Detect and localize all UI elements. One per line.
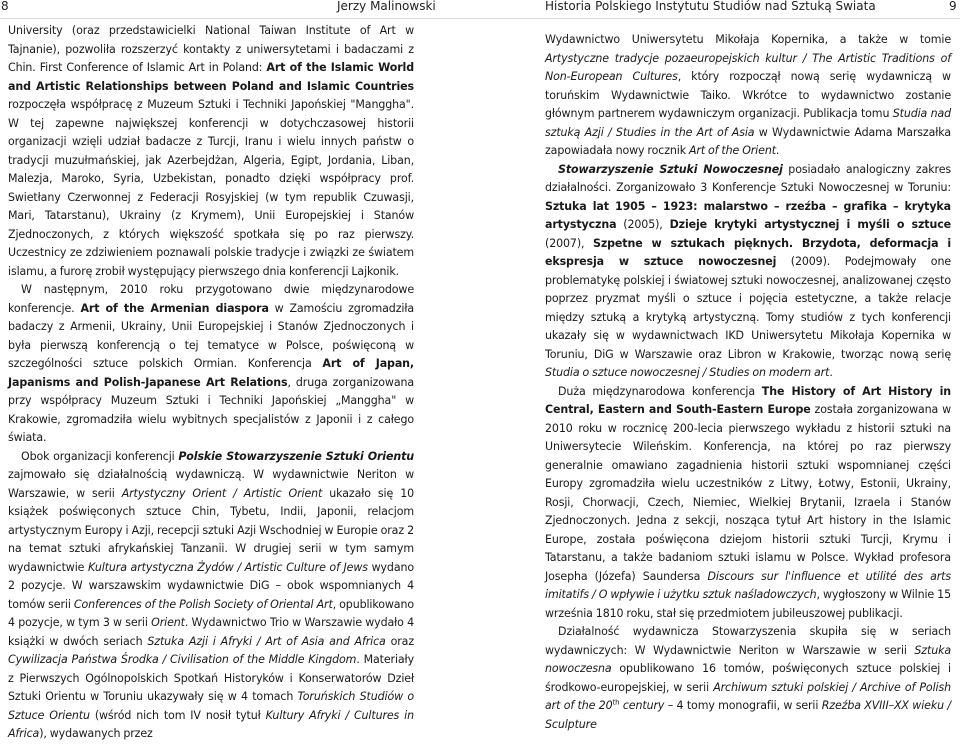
left-text-column xyxy=(8,22,414,744)
body-text: (2005), xyxy=(616,218,670,231)
running-header xyxy=(0,0,960,19)
body-text: . xyxy=(775,144,780,157)
body-text: wydano 2 pozycje. W warszawskim wydawnictwie DiG – obok wspomnianych 4 tomów serii xyxy=(8,560,414,611)
body-text: (2009). Podejmowały one problematykę polskiej i światowej sztuki nowoczesnej, analizowanej często poprzez pryzmat myśli o sztuce i pojęcia estetyczne, a także relacje między sztuką a krytyką artystyczną. Tomy studiów z tych konferencji ukazały się w wydawnictwach IKD Uniwersytetu Mikołaja Kopernika w Toruniu, DiG w Warszawie oraz Libron w Krakowie, tworząc nową serię xyxy=(545,255,951,361)
body-text: Wydawnictwo Uniwersytetu Mikołaja Kopernika, a także w tomie xyxy=(545,33,951,46)
emphasis-text: th xyxy=(612,698,620,707)
paragraph xyxy=(545,623,951,734)
body-text: . xyxy=(829,366,833,379)
emphasis-text: Kultura artystyczna Żydów / Artistic Culture of Jews xyxy=(88,560,368,574)
emphasis-text: Polskie Stowarzyszenie Sztuki Orientu xyxy=(178,449,414,463)
body-text: rozpoczęła współpracę z Muzeum Sztuki i Techniki Japońskiej "Manggha". W tej zapewne największej konferencji w dotychczasowej historii organizacji wzięli udział badacze z Turcji, Iranu i wielu innych państw o tradycji muzułmańskiej, jak Azerbejdżan, Algeria, Egipt, Jordania, Liban, Malezja, Maroko, Syria, Uzbekistan, ponadto dzięki współpracy prof. Swietłany Czerwonnej z Federacji Rosyjskiej (w tym republik Czuwasji, Mari, Tatarstanu), Ukrainy (z Krymem), Unii Europejskiej i Stanów Zjednoczonych, z których większość spotkała się po raz pierwszy. Uczestnicy ze zdziwieniem poznawali polskie tradycje i związki ze światem islamu, a furorę zrobił występujący pierwszego dnia konferencji Lajkonik. xyxy=(8,98,414,278)
paragraph xyxy=(8,448,414,744)
emphasis-text: Sztuka nowoczesna xyxy=(545,643,951,675)
body-text: opublikowano 16 tomów, poświęconych sztuce polskiej i środkowo-europejskiej, w serii xyxy=(545,662,951,694)
emphasis-text: Szpetne w sztukach pięknych. Brzydota, deformacja i ekspresja w sztuce nowoczesnej xyxy=(545,236,952,268)
body-text: ukazało się 10 książek poświęconych sztuce Chin, Tybetu, Indii, Japonii, relacjom artystycznym Europy i Azji, recepcji sztuki Azji Wschodniej w Europie oraz 2 na temat sztuki afrykańskiej Tanzanii. W drugiej serii w tym samym wydawnictwie xyxy=(8,486,415,574)
emphasis-text: Sztuka lat 1905 – 1923: malarstwo – rzeźba – grafika – krytyka artystyczna xyxy=(545,199,951,231)
body-text: , druga zorganizowana przy współpracy Muzeum Sztuki i Techniki Japońskiej „Manggha" w Krakowie, zgromadziła wielu wybitnych specjalistów z Japonii i z całego świata. xyxy=(8,375,414,444)
paragraph xyxy=(545,161,951,383)
emphasis-text: century xyxy=(619,699,665,712)
emphasis-text: Stowarzyszenie Sztuki Nowoczesnej xyxy=(558,162,783,176)
emphasis-text: Artystyczne tradycje pozaeuropejskich kultur / The Artistic Traditions of Non-European Cultures xyxy=(545,51,951,83)
emphasis-text: Studia nad sztuką Azji / Studies in the Art of Asia xyxy=(545,107,951,139)
body-text: Duża międzynarodowa konferencja xyxy=(558,384,762,398)
emphasis-text: Art of Japan, Japanisms and Polish-Japanese Art Relations xyxy=(8,357,414,389)
emphasis-text: Cywilizacja Państwa Środka / Civilisation of the Middle Kingdom xyxy=(8,653,357,666)
body-text: . Materiały z Pierwszych Ogólnopolskich Spotkań Historyków i Konserwatorów Dzieł Sztuki Orientu w Toruniu ukazywały się w 4 tomach xyxy=(8,653,414,703)
emphasis-text: Art of the Armenian diaspora xyxy=(80,301,269,315)
paragraph xyxy=(8,281,414,448)
body-text: posiadało analogiczny zakres działalności. Zorganizowało 3 Konferencje Sztuki Nowoczesnej w Toruniu: xyxy=(545,162,952,194)
right-text-column xyxy=(545,31,951,734)
body-text: Działalność wydawnicza Stowarzyszenia skupiła się w seriach wydawniczych: W Wydawnictwie Neriton w Warszawie w serii xyxy=(545,625,951,657)
body-text: W następnym, 2010 roku przygotowano dwie międzynarodowe konferencje. xyxy=(8,283,414,315)
emphasis-text: Rzeźba XVIII–XX wieku / Sculpture xyxy=(545,699,951,731)
emphasis-text: Kultury Afryki / Cultures in Africa xyxy=(8,708,414,740)
body-text: oraz xyxy=(385,634,414,648)
paragraph xyxy=(545,31,951,161)
body-text: zajmowało się działalnością wydawniczą. W wydawnictwie Neriton w Warszawie, w serii xyxy=(8,468,414,500)
emphasis-text: Studia o sztuce nowoczesnej / Studies on modern art xyxy=(545,366,830,379)
emphasis-text: Dzieje krytyki artystycznej i myśli o sztuce xyxy=(669,218,952,231)
emphasis-text: The History of Art History in Central, Eastern and South-Eastern Europe xyxy=(545,384,951,416)
body-text: . Wydawnictwo Trio w Warszawie wydało 4 książki w dwóch seriach xyxy=(8,616,414,648)
body-text: (wśród nich tom IV nosił tytuł xyxy=(89,708,266,722)
emphasis-text: Toruńskich Studiów o Sztuce Orientu xyxy=(8,690,414,722)
body-text: (2007), xyxy=(545,236,593,250)
body-text: – 4 tomy monografii, w serii xyxy=(664,699,822,712)
left-running-head: Jerzy Malinowski xyxy=(337,0,436,13)
emphasis-text: Artystyczny Orient / Artistic Orient xyxy=(121,486,323,500)
body-text: , który rozpoczął nową serię wydawniczą w toruńskim Wydawnictwie Taiko. Wkrótce to wydawnictwo zostanie głównym partnerem wydawniczym organizacji. Publikacja tomu xyxy=(545,70,951,120)
emphasis-text: Art of the Orient xyxy=(688,144,776,157)
body-text: została zorganizowana w 2010 roku w rocznicę 200-lecia pierwszego wykładu z historii sztuki na Uniwersytecie Wileńskim. Konferencja, na której po raz pierwszy generalnie omawiano zagadnienia historii sztuki wspomnianej części Europy zgromadziła wielu uczestników z Litwy, Łotwy, Estonii, Ukrainy, Rosji, Chorwacji, Czech, Niemiec, Wielkiej Brytanii, Izraela i Stanów Zjednoczonych. Jedna z sekcji, nosząca tytuł Art history in the Islamic Europe, została poświęcona dziejom historii sztuki Turcji, Krymu i Tatarstanu, a także badaniom sztuki islamu w Polsce. Wykład profesora Josepha (Józefa) Saundersa xyxy=(545,403,952,583)
emphasis-text: Orient xyxy=(151,616,185,629)
body-text: w Zamościu zgromadziła badaczy z Armenii, Ukrainy, Unii Europejskiej i Stanów Zjednoczonych i była pierwszą konferencją o tej tematyce w Polsce, poświęconą w szczególności sztuce polskich Ormian. Konferencja xyxy=(8,301,414,370)
emphasis-text: Art of the Islamic World and Artistic Relationships between Poland and Islamic Countries xyxy=(8,61,414,93)
emphasis-text: Discours sur l'influence et utilité des arts imitatifs / O wpływie i użytku sztuk naśladowczych xyxy=(545,569,952,601)
paragraph xyxy=(8,22,414,281)
right-running-head: Historia Polskiego Instytutu Studiów nad Sztuką Świata xyxy=(545,0,876,13)
body-text: ), wydawanych przez xyxy=(39,727,153,740)
body-text: Obok organizacji konferencji xyxy=(21,449,179,463)
paragraph xyxy=(545,383,951,624)
body-text: w Wydawnictwie Adama Marszałka zapowiadała nowy rocznik xyxy=(545,125,951,157)
body-text: , wygłoszony w Wilnie 15 września 1810 roku, stał się przedmiotem jubileuszowej publikacji. xyxy=(545,588,951,620)
body-text: University (oraz przedstawicielki National Taiwan Institute of Art w Tajnanie), pozwoliła rozszerzyć kontakty z uniwersytetami i badaczami z Chin. First Conference of Islamic Art in Poland: xyxy=(8,24,414,74)
left-page-number: 8 xyxy=(1,0,9,13)
body-text: , opublikowano 4 pozycje, w tym 3 w serii xyxy=(8,597,414,629)
emphasis-text: Archiwum sztuki polskiej / Archive of Polish art of the 20 xyxy=(545,680,951,712)
emphasis-text: Conferences of the Polish Society of Oriental Art xyxy=(73,597,333,611)
emphasis-text: Sztuka Azji i Afryki / Art of Asia and Africa xyxy=(147,634,386,648)
right-page-number: 9 xyxy=(949,0,957,13)
